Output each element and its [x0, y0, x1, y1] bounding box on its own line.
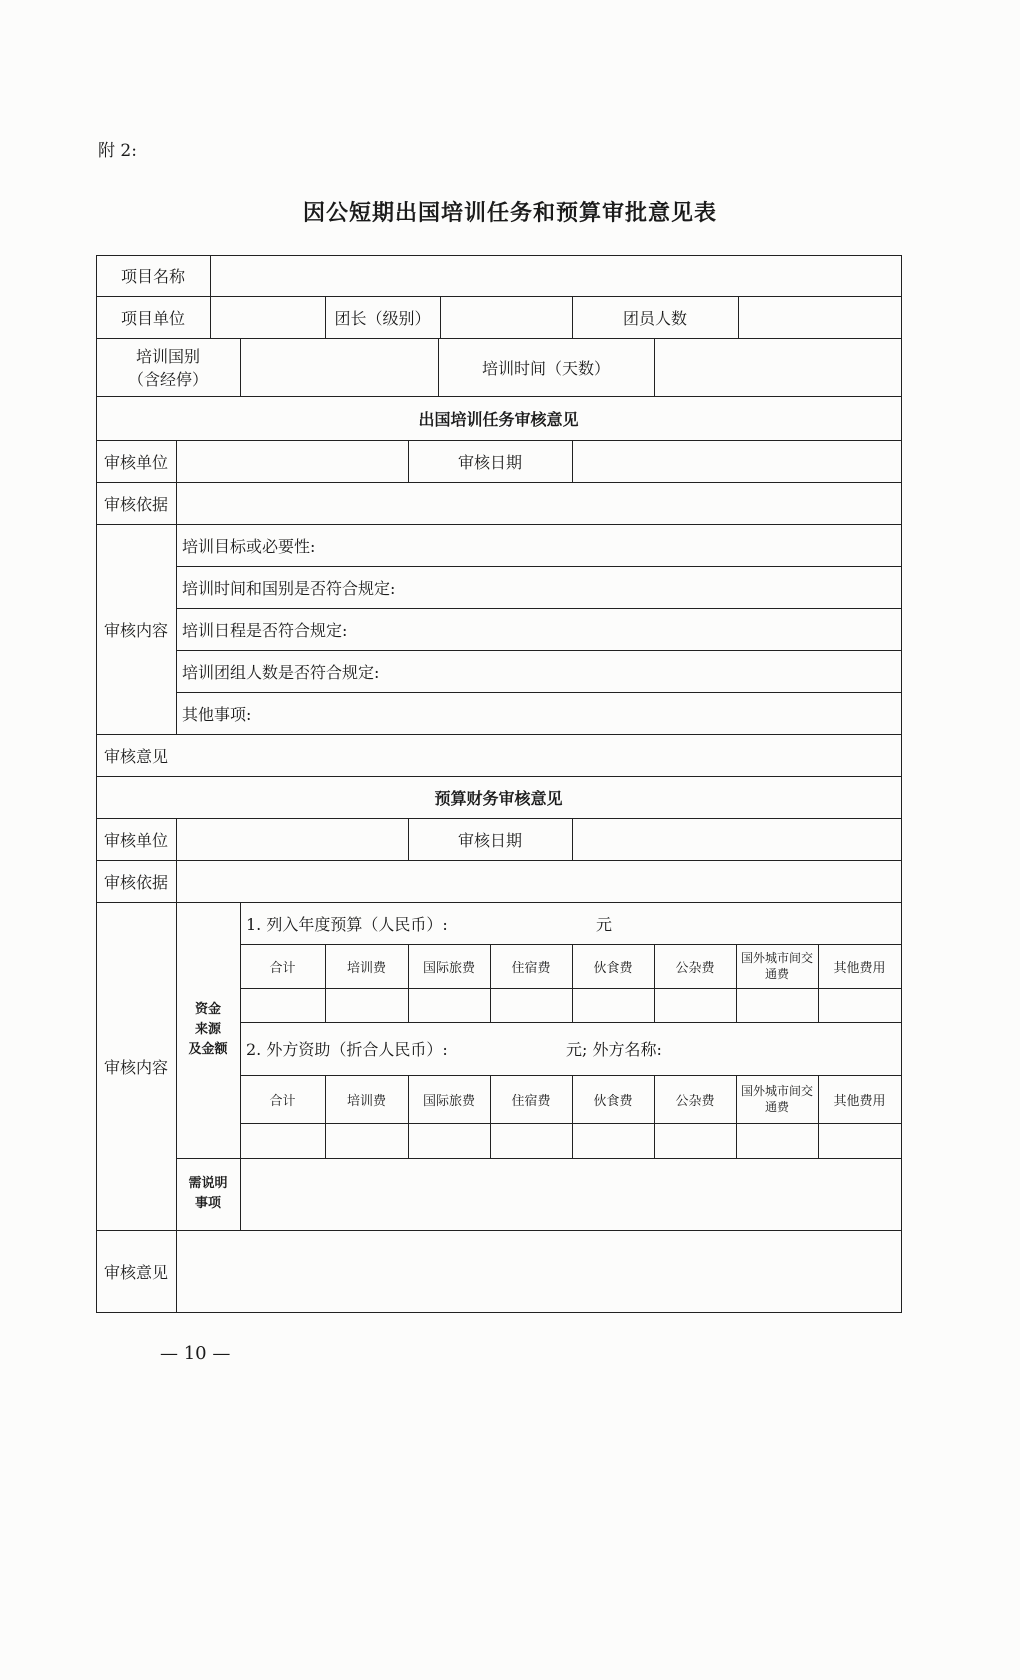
annual-budget-unit: 元 — [596, 914, 613, 934]
cost-col-other: 其他费用 — [833, 1093, 886, 1109]
task-review-content-label: 审核内容 — [103, 620, 168, 640]
notes-label-line2: 事项 — [194, 1196, 221, 1211]
budget-review-unit-label: 审核单位 — [103, 830, 168, 850]
training-time-field[interactable] — [654, 338, 901, 396]
cost-col-intl-travel: 国际旅费 — [422, 1093, 475, 1109]
annual-budget-values-row[interactable] — [240, 988, 901, 1022]
project-name-label: 项目名称 — [120, 267, 185, 286]
budget-review-section-title: 预算财务审核意见 — [434, 788, 563, 808]
notes-label-line1: 需说明 — [188, 1176, 228, 1191]
foreign-aid-label: 2. 外方资助（折合人民币）: — [246, 1040, 448, 1059]
cost-col-total: 合计 — [269, 960, 296, 976]
cost-col-training: 培训费 — [346, 1093, 386, 1109]
annual-budget-label: 1. 列入年度预算（人民币）: — [246, 914, 448, 934]
review-item-training-goal[interactable]: 培训目标或必要性: — [182, 536, 316, 556]
leader-label: 团长（级别） — [334, 308, 431, 328]
leader-field[interactable] — [440, 296, 572, 338]
foreign-aid-values-row[interactable] — [240, 1123, 901, 1158]
cost-col-other: 其他费用 — [833, 960, 886, 976]
task-review-basis-field[interactable] — [176, 482, 901, 524]
budget-review-date-field[interactable] — [572, 818, 901, 860]
review-item-schedule[interactable]: 培训日程是否符合规定: — [182, 620, 348, 640]
budget-review-basis-label: 审核依据 — [103, 872, 168, 892]
budget-review-opinion-field[interactable] — [176, 1230, 901, 1312]
country-field[interactable] — [240, 338, 438, 396]
project-unit-label: 项目单位 — [120, 308, 185, 328]
budget-review-unit-field[interactable] — [176, 818, 408, 860]
review-item-other[interactable]: 其他事项: — [182, 704, 252, 724]
funds-source-label — [176, 902, 240, 1158]
review-item-group-size[interactable]: 培训团组人数是否符合规定: — [182, 662, 380, 682]
country-label-line1: 培训国别 — [135, 347, 200, 366]
cost-col-lodging: 住宿费 — [511, 1093, 551, 1109]
foreign-aid-unit: 元; 外方名称: — [566, 1040, 662, 1059]
task-review-opinion-label: 审核意见 — [103, 746, 168, 766]
review-item-time-country[interactable]: 培训时间和国别是否符合规定: — [182, 578, 396, 598]
task-review-date-field[interactable] — [572, 440, 901, 482]
cost-col-intercity: 国外城市间交通费 — [740, 1084, 813, 1114]
members-label: 团员人数 — [622, 308, 687, 328]
cost-col-meals: 伙食费 — [593, 1093, 633, 1109]
page-number: — 10 — — [160, 1343, 231, 1364]
task-review-date-label: 审核日期 — [457, 452, 522, 472]
task-review-unit-label: 审核单位 — [103, 452, 168, 472]
project-name-field[interactable] — [210, 255, 901, 296]
project-unit-field[interactable] — [210, 296, 325, 338]
funds-label-line3: 及金额 — [188, 1042, 228, 1057]
cost-col-lodging: 住宿费 — [511, 960, 551, 976]
task-review-section-title: 出国培训任务审核意见 — [418, 409, 579, 429]
page-title: 因公短期出国培训任务和预算审批意见表 — [302, 200, 717, 226]
cost-col-misc: 公杂费 — [675, 960, 715, 976]
cost-col-meals: 伙食费 — [593, 960, 633, 976]
budget-review-basis-field[interactable] — [176, 860, 901, 902]
members-field[interactable] — [738, 296, 901, 338]
notes-label — [176, 1158, 240, 1230]
cost-col-intl-travel: 国际旅费 — [422, 960, 475, 976]
funds-label-line1: 资金 — [194, 1002, 221, 1017]
task-review-basis-label: 审核依据 — [103, 494, 168, 514]
cost-col-training: 培训费 — [346, 960, 386, 976]
budget-review-opinion-label: 审核意见 — [103, 1262, 168, 1282]
task-review-opinion-field[interactable] — [176, 734, 901, 776]
cost-col-intercity: 国外城市间交通费 — [740, 951, 813, 981]
budget-review-content-label: 审核内容 — [103, 1057, 168, 1077]
cost-col-misc: 公杂费 — [675, 1093, 715, 1109]
country-label — [96, 338, 240, 396]
notes-field[interactable] — [240, 1158, 901, 1230]
country-label-line2: （含经停） — [127, 370, 208, 389]
task-review-unit-field[interactable] — [176, 440, 408, 482]
attachment-label: 附 2: — [98, 141, 137, 161]
training-time-label: 培训时间（天数） — [481, 358, 610, 378]
cost-col-total: 合计 — [269, 1093, 296, 1109]
funds-label-line2: 来源 — [194, 1022, 221, 1037]
budget-review-date-label: 审核日期 — [457, 830, 522, 850]
